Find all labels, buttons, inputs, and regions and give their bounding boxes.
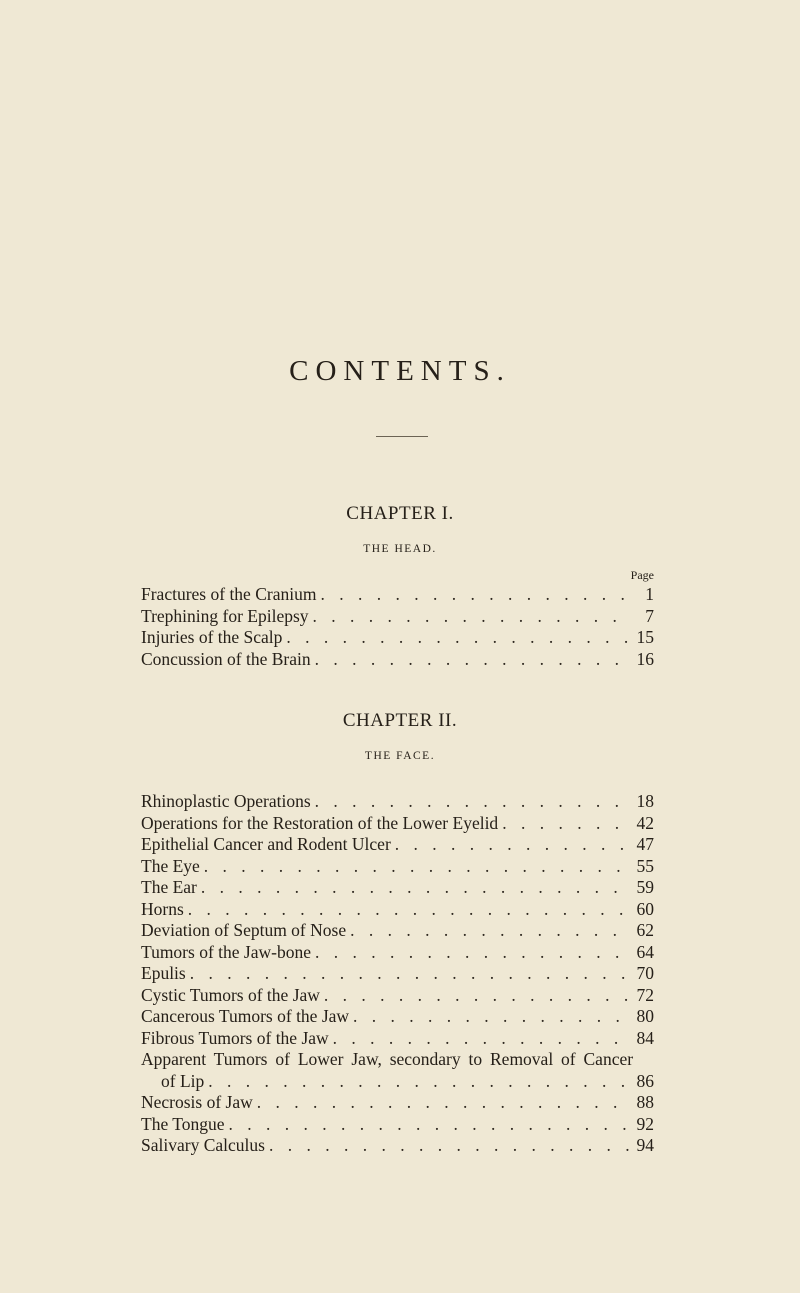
page-title: CONTENTS.	[289, 355, 511, 387]
chapter-1	[0, 503, 800, 555]
toc-entry-title: Horns	[141, 898, 184, 919]
page-column-label: Page	[630, 568, 654, 582]
dot-leader	[204, 856, 630, 878]
toc-entry-title: Operations for the Restoration of the Lower Eyelid	[141, 812, 499, 833]
toc-entry[interactable]	[141, 649, 654, 671]
dot-leader	[395, 834, 630, 856]
toc-entry-title: Fibrous Tumors of the Jaw	[141, 1027, 329, 1048]
dot-leader	[286, 627, 630, 649]
dot-leader	[324, 985, 630, 1007]
dot-leader	[502, 813, 630, 835]
toc-entry-page: 80	[636, 1006, 654, 1026]
toc-entry-title: Cancerous Tumors of the Jaw	[141, 1006, 350, 1026]
toc-entry[interactable]	[141, 791, 654, 813]
toc-entry-title: Cystic Tumors of the Jaw	[141, 984, 320, 1005]
toc-entry[interactable]	[141, 627, 654, 649]
dot-leader	[190, 963, 630, 985]
toc-entry-title: Deviation of Septum of Nose	[141, 920, 347, 940]
dot-leader	[315, 791, 630, 813]
toc-entry-page: 62	[636, 920, 654, 940]
toc-entry[interactable]	[141, 877, 654, 899]
toc-entry-page: 60	[636, 898, 654, 919]
dot-leader	[269, 1135, 630, 1157]
dot-leader	[201, 877, 630, 899]
toc-entry-title: Epithelial Cancer and Rodent Ulcer	[141, 834, 391, 854]
toc-entry-title: Tumors of the Jaw-bone	[141, 941, 311, 962]
toc-entry-title: Apparent Tumors of Lower Jaw, secondary to Removal of Cancer	[141, 1049, 634, 1069]
toc-entry[interactable]	[141, 606, 654, 628]
dot-leader	[313, 606, 630, 628]
toc-entry-page: 88	[636, 1092, 654, 1112]
toc-entry[interactable]	[141, 1049, 654, 1071]
chapter-heading: CHAPTER II.	[342, 710, 458, 731]
toc-entry[interactable]	[141, 920, 654, 942]
title-rule	[376, 436, 428, 437]
toc-entry-page: 92	[636, 1113, 654, 1134]
toc-entry-title: Epulis	[141, 963, 186, 983]
toc-entry[interactable]	[141, 834, 654, 856]
toc-entry-page: 7	[645, 605, 654, 626]
toc-entry-page: 72	[636, 984, 654, 1005]
toc-entry[interactable]	[141, 1028, 654, 1050]
dot-leader	[315, 649, 630, 671]
toc-entry-title: Salivary Calculus	[141, 1135, 265, 1155]
toc-entry-title: Rhinoplastic Operations	[141, 791, 311, 811]
toc-entry[interactable]	[141, 1114, 654, 1136]
toc-entry-page: 18	[636, 791, 654, 811]
toc-entry-page: 1	[645, 584, 654, 604]
dot-leader	[350, 920, 630, 942]
toc-entry-page: 84	[636, 1027, 654, 1048]
toc-entry[interactable]	[141, 1092, 654, 1114]
toc-entry-page: 86	[636, 1070, 654, 1091]
toc-entry[interactable]	[141, 1071, 654, 1093]
toc-entry-page: 42	[636, 812, 654, 833]
dot-leader	[188, 899, 630, 921]
toc-entry-title: Necrosis of Jaw	[141, 1092, 253, 1112]
toc-entry-page: 70	[636, 963, 654, 983]
toc-entry[interactable]	[141, 856, 654, 878]
toc-entry[interactable]	[141, 985, 654, 1007]
toc-entry-page: 55	[636, 855, 654, 876]
chapter-2	[0, 710, 800, 762]
dot-leader	[320, 584, 630, 606]
toc-entry[interactable]	[141, 899, 654, 921]
toc-entry[interactable]	[141, 813, 654, 835]
toc-entry-page: 94	[636, 1135, 654, 1155]
toc-entry[interactable]	[141, 1006, 654, 1028]
toc-entry-page: 47	[636, 834, 654, 854]
toc-list-chapter-2	[141, 791, 654, 1157]
toc-entry-page: 64	[636, 941, 654, 962]
toc-entry-title: Concussion of the Brain	[141, 648, 311, 669]
toc-entry-page: 59	[636, 877, 654, 897]
toc-list-chapter-1	[141, 584, 654, 670]
chapter-subtitle: THE FACE.	[364, 750, 436, 762]
toc-entry-page: 15	[636, 627, 654, 647]
toc-entry-title: The Tongue	[141, 1113, 225, 1134]
toc-entry-title: Injuries of the Scalp	[141, 627, 283, 647]
toc-entry-page: 16	[636, 648, 654, 669]
dot-leader	[257, 1092, 630, 1114]
dot-leader	[208, 1071, 630, 1093]
toc-entry[interactable]	[141, 1135, 654, 1157]
toc-entry[interactable]	[141, 942, 654, 964]
toc-entry-title: Trephining for Epilepsy	[141, 605, 309, 626]
chapter-heading: CHAPTER I.	[346, 503, 454, 524]
toc-entry-title: Fractures of the Cranium	[141, 584, 317, 604]
chapter-subtitle: THE HEAD.	[363, 543, 437, 555]
toc-entry-title: The Ear	[141, 877, 197, 897]
dot-leader	[315, 942, 630, 964]
dot-leader	[333, 1028, 630, 1050]
toc-entry[interactable]	[141, 584, 654, 606]
dot-leader	[353, 1006, 630, 1028]
toc-entry-title: of Lip	[161, 1070, 205, 1091]
toc-entry[interactable]	[141, 963, 654, 985]
toc-entry-title: The Eye	[141, 855, 200, 876]
dot-leader	[229, 1114, 630, 1136]
